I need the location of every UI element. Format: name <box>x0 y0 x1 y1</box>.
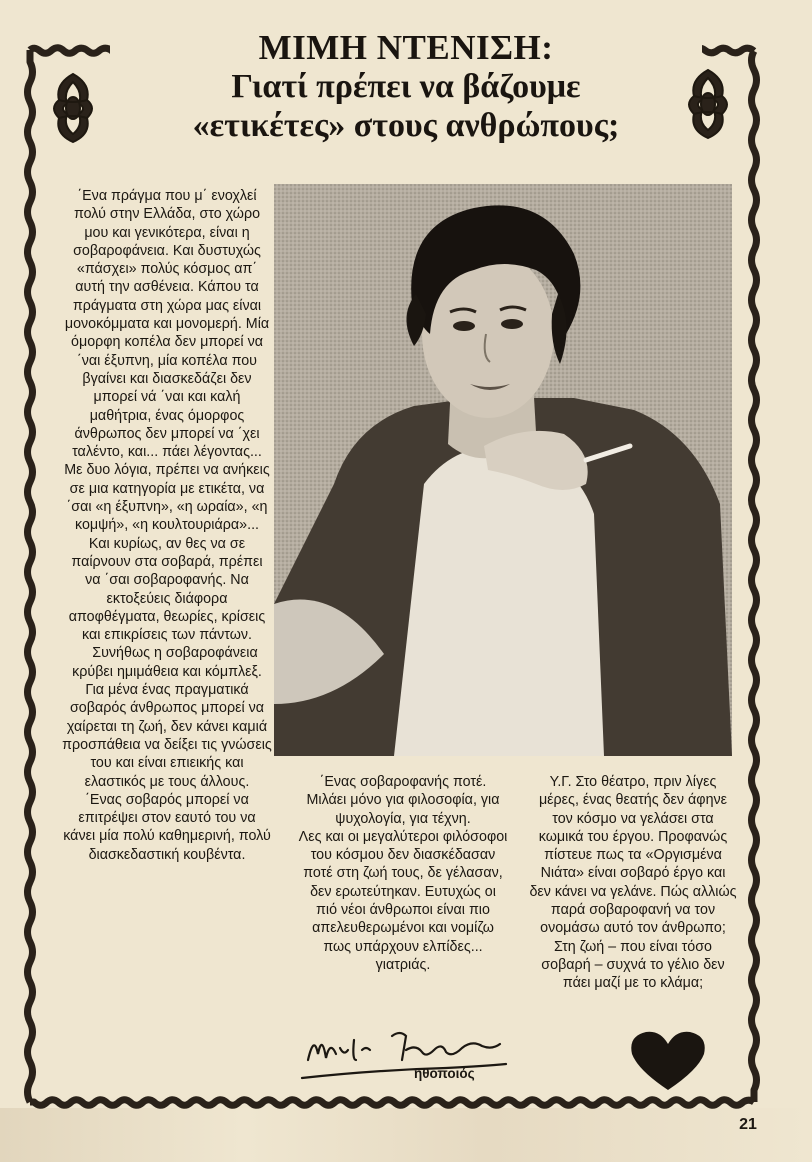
paragraph: ΄Ενας σοβαροφανής ποτέ. Μιλάει μόνο για φιλοσοφία, για ψυχολογία, για τέχνη. <box>306 774 500 827</box>
heart-icon <box>628 1028 708 1092</box>
article-title <box>110 28 702 146</box>
page-number: 21 <box>739 1116 757 1133</box>
portrait-photo <box>274 184 732 756</box>
title-question-line2: «ετικέτες» στους ανθρώπους; <box>192 107 620 144</box>
author-role: ηθοποιός <box>414 1066 475 1081</box>
paragraph: Υ.Γ. Στο θέατρο, πριν λίγες μέρες, ένας θεατής δεν άφηνε τον κόσμο να γελάσει στα κωμικά του έργου. Προφανώς πίστευε πως τα «Οργισμένα Νιάτα» είναι σοβαρό έργο και δεν κάνει να γελάνε. Πώς αλλιώς παρά σοβαροφανή να τον ονομάσω αυτό τον άνθρωπο; Στη ζωή – που είναι τόσο σοβαρή – συχνά το γέλιο δεν πάει μαζί με το κλάμα; <box>529 774 737 992</box>
paragraph: Λες και οι μεγαλύτεροι φιλόσοφοι του κόσμου δεν διασκέδασαν ποτέ στη ζωή τους, δε γέλασαν, δεν ερωτεύτηκαν. Ευτυχώς οι πιό νέοι άνθρωποι είναι πιο απελευθερωμένοι και νομίζω πως υπάρχουν ελπίδες... γιατριάς. <box>298 828 508 973</box>
article-column-1 <box>62 187 272 864</box>
title-question-line1: Γιατί πρέπει να βάζουμε <box>231 68 581 105</box>
paragraph: ΄Ενα πράγμα που μ΄ ενοχλεί πολύ στην Ελλάδα, στο χώρο μου και γενικότερα, είναι η σοβαροφάνεια. Και δυστυχώς «πάσχει» πολύς κόσμος απ΄ αυτή την ασθένεια. Κάπου τα πράγματα στη χώρα μας είναι μονοκόμματα και μονομερή. Μία όμορφη κοπέλα δεν μπορεί να ΄ναι έξυπνη, μία κοπέλα που βγαίνει και διασκεδάζει δεν μπορεί νά ΄ναι και καλή μαθήτρια, ένας όμορφος άνθρωπος δεν μπορεί να ΄χει ταλέντο, και... πάει λέγοντας... Με δυο λόγια, πρέπει να ανήκεις σε μια κατηγορία με ετικέτα, να ΄σαι «η έξυπνη», «η ωραία», «η κομψή», «η κουλτουριάρα»... <box>64 188 270 534</box>
article-column-3 <box>528 773 738 993</box>
paragraph: Και κυρίως, αν θες να σε παίρνουν στα σοβαρά, πρέπει να ΄σαι σοβαροφανής. Να εκτοξεύεις διάφορα αποφθέγματα, θεωρίες, κρίσεις και επικρίσεις των πάντων. <box>68 535 266 644</box>
paragraph: ΄Ενας σοβαρός μπορεί να επιτρέψει στον εαυτό του να κάνει μία πολύ καθημερινή, πολύ διασκεδαστική κουβέντα. <box>63 791 271 863</box>
title-name: ΜΙΜΗ ΝΤΕΝΙΣΗ: <box>258 28 554 67</box>
ornament-icon <box>680 66 736 142</box>
ornament-icon <box>45 70 101 146</box>
article-column-2 <box>298 773 508 974</box>
paragraph: Συνήθως η σοβαροφάνεια κρύβει ημιμάθεια και κόμπλεξ. Για μένα ένας πραγματικά σοβαρός άνθρωπος μπορεί να χαίρεται τη ζωή, δεν κάνει καμιά προσπάθεια να δείξει τις γνώσεις του και είναι επιεικής και ελαστικός με τους άλλους. <box>62 645 272 790</box>
